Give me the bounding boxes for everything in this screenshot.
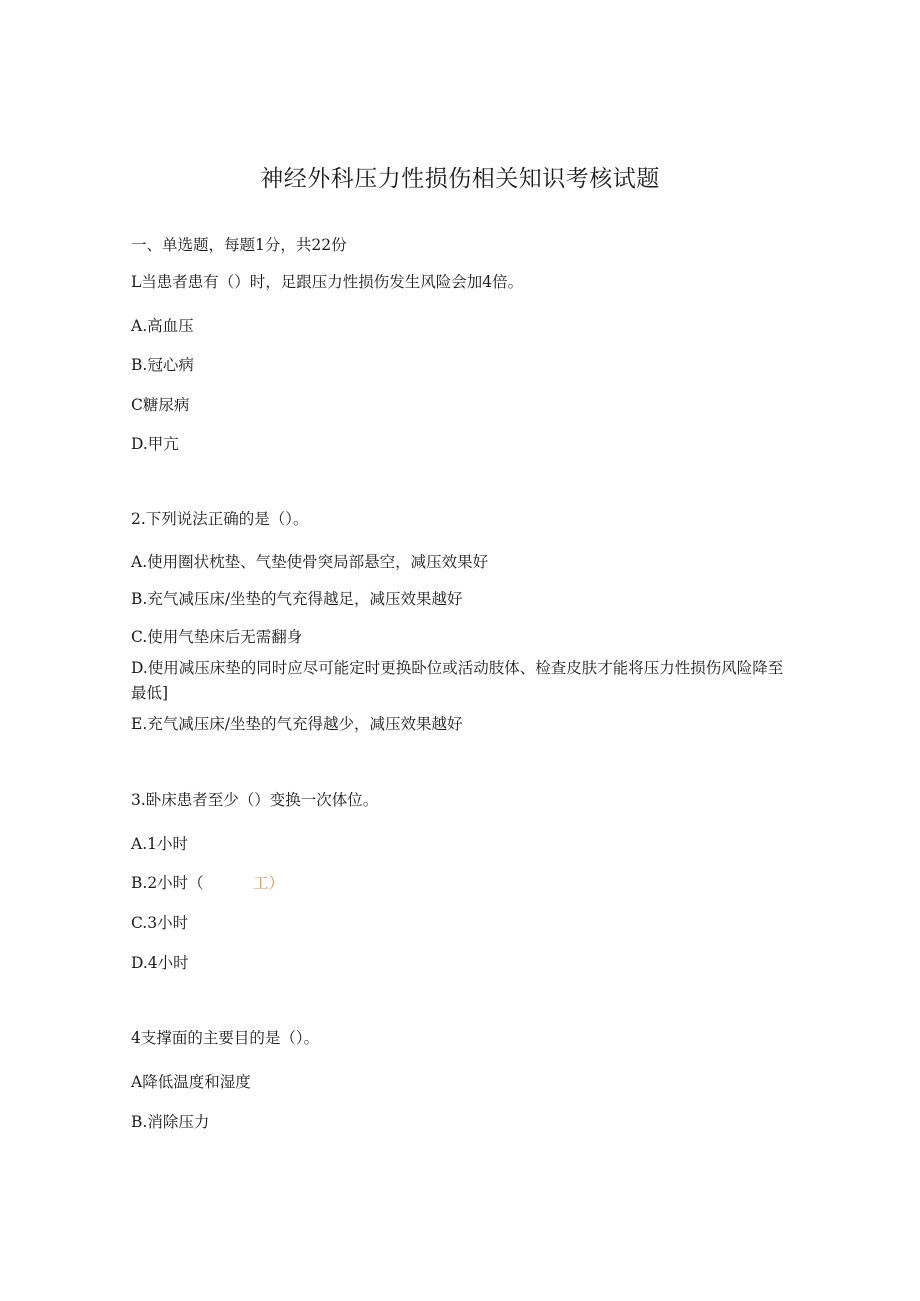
question-1-option-d: D.甲亢 xyxy=(131,435,179,453)
question-2-option-a: A.使用圈状枕垫、气垫使骨突局部悬空，减压效果好 xyxy=(131,553,489,571)
question-2-option-d: D.使用减压床垫的同时应尽可能定时更换卧位或活动肢体、检查皮肤才能将压力性损伤风险降至最低] xyxy=(131,659,784,702)
question-2-option-e: E.充气减压床/坐垫的气充得越少，减压效果越好 xyxy=(131,715,463,733)
page-title: 神经外科压力性损伤相关知识考核试题 xyxy=(260,166,660,192)
question-1-option-b: B.冠心病 xyxy=(131,356,194,374)
question-3-stem: 3.卧床患者至少（）变换一次体位。 xyxy=(131,791,379,809)
question-2-option-b: B.充气减压床/坐垫的气充得越足，减压效果越好 xyxy=(131,590,463,608)
question-1-stem: L当患者患有（）时，足跟压力性损伤发生风险会加4倍。 xyxy=(131,273,524,291)
question-4-option-b: B.消除压力 xyxy=(131,1113,210,1131)
question-1-option-a: A.高血压 xyxy=(131,317,194,335)
question-4-option-a: A降低温度和湿度 xyxy=(131,1073,251,1091)
question-2-option-c: C.使用气垫床后无需翻身 xyxy=(131,628,303,646)
answer-mark: 工） xyxy=(253,874,285,892)
question-3-option-d: D.4小时 xyxy=(131,954,189,972)
question-4-stem: 4支撑面的主要目的是（）。 xyxy=(131,1029,320,1047)
question-3-option-a: A.1小时 xyxy=(131,835,188,853)
question-3-option-b: B.2小时（ xyxy=(131,874,204,892)
question-1-option-c: C糖尿病 xyxy=(131,396,190,414)
question-2-stem: 2.下列说法正确的是（）。 xyxy=(131,510,309,528)
question-3-option-c: C.3小时 xyxy=(131,914,189,932)
section-header: 一、单选题，每题1分，共22份 xyxy=(131,236,347,254)
